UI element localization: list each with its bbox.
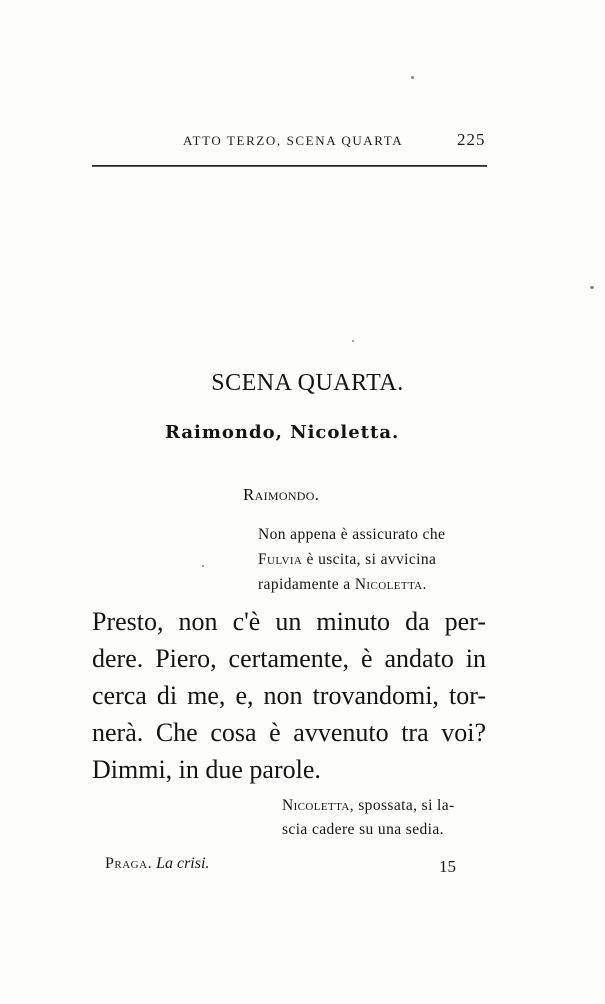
speech-line: nerà. Che cosa è avvenuto tra voi? xyxy=(92,718,486,747)
speech-line: cerca di me, e, non trovandomi, tor- xyxy=(92,681,486,710)
scene-characters: Raimondo, Nicoletta. xyxy=(165,422,400,443)
stage-direction-2 xyxy=(282,794,455,842)
stage-direction-2-line: Nicoletta, spossata, si la- xyxy=(282,797,455,814)
speaker-name: Raimondo. xyxy=(243,485,320,504)
footer-author: Praga. xyxy=(105,855,153,872)
speech-line: Presto, non c'è un minuto da per- xyxy=(92,607,486,636)
stage-direction-1 xyxy=(258,522,445,597)
paper-speck xyxy=(202,565,204,567)
scene-title: SCENA QUARTA. xyxy=(211,370,404,396)
paper-speck xyxy=(590,286,594,289)
running-title: ATTO TERZO, SCENA QUARTA xyxy=(183,133,404,148)
stage-direction-2-line: scia cadere su una sedia. xyxy=(282,821,444,838)
signature-number: 15 xyxy=(439,857,456,876)
page-number: 225 xyxy=(457,130,486,149)
stage-direction-1-line: Non appena è assicurato che xyxy=(258,526,446,543)
footer-work: La crisi. xyxy=(156,855,210,872)
stage-direction-1-line: rapidamente a Nicoletta. xyxy=(258,576,427,593)
speech-line: Dimmi, in due parole. xyxy=(92,755,321,784)
speech-block xyxy=(92,603,486,788)
stage-direction-1-line: Fulvia è uscita, si avvicina xyxy=(258,551,437,568)
footer-author-title xyxy=(105,855,209,873)
header-rule xyxy=(92,165,487,167)
paper-speck xyxy=(352,340,354,342)
speech-line: dere. Piero, certamente, è andato in xyxy=(92,644,486,673)
paper-speck xyxy=(411,76,414,79)
